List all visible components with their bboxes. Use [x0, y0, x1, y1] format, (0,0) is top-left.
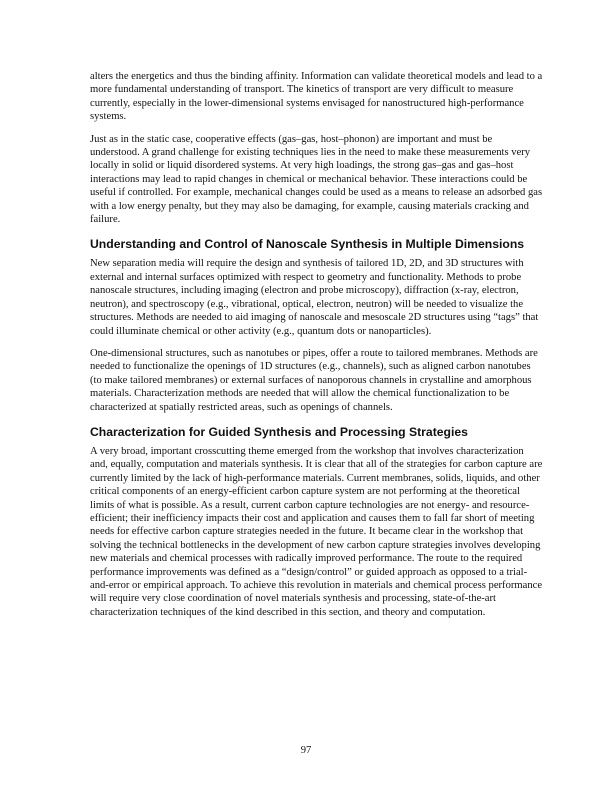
- paragraph-cooperative-effects: Just as in the static case, cooperative effects (gas–gas, host–phonon) are important and must be understood. A grand challenge for existing techniques lies in the need to make these measurements very locally in solid or liquid disordered systems. At very high loadings, the strong gas–gas and gas–host interactions may lead to rapid changes in chemical or mechanical behavior. These interactions could be useful if controlled. For example, mechanical changes could be used as a means to release an adsorbed gas with a low energy penalty, but they may also be damaging, for example, causing materials cracking and failure.: [90, 133, 543, 226]
- paragraph-one-dimensional-structures: One-dimensional structures, such as nanotubes or pipes, offer a route to tailored membranes. Methods are needed to functionalize the openings of 1D structures (e.g., channels), such as aligned carbon nanotubes (to make tailored membranes) or external surfaces of nanoporous channels in crystalline and amorphous materials. Characterization methods are needed that will allow the chemical functionalization to be characterized at spatially restricted areas, such as openings of channels.: [90, 347, 538, 413]
- section-heading-nanoscale-synthesis: Understanding and Control of Nanoscale Synthesis in Multiple Dimensions: [90, 237, 525, 252]
- page-number: 97: [300, 745, 312, 756]
- paragraph-transport-kinetics: alters the energetics and thus the binding affinity. Information can validate theoretical models and lead to a more fundamental understanding of transport. The kinetics of transport are very difficult to measure currently, especially in the lower-dimensional systems envisaged for nanostructured high-performance systems.: [90, 71, 543, 123]
- page-content: [90, 70, 543, 628]
- section-heading-guided-synthesis: Characterization for Guided Synthesis and Processing Strategies: [90, 424, 468, 439]
- paragraph-separation-media: New separation media will require the design and synthesis of tailored 1D, 2D, and 3D structures with external and internal surfaces optimized with respect to geometry and functionality. Methods to probe nanoscale structures, including imaging (electron and probe microscopy), diffraction (x-ray, electron, neutron), and spectroscopy (e.g., vibrational, optical, electron, neutron) will be needed to visualize the structures. Methods are needed to aid imaging of nanoscale and mesoscale 2D structures using “tags” that could illuminate chemical or other activity (e.g., quantum dots or nanoparticles).: [90, 258, 539, 337]
- paragraph-crosscutting-theme: A very broad, important crosscutting theme emerged from the workshop that involves characterization and, equally, computation and materials synthesis. It is clear that all of the strategies for carbon capture are currently limited by the lack of high-performance materials. Current membranes, solids, liquids, and other critical components of an energy-efficient carbon capture system are not performing at the theoretical limits of what is possible. As a result, current carbon capture technologies are not energy- and resource-efficient; their inefficiency impacts their cost and application and causes them to fall far short of meeting needs for effective carbon capture strategies needed in the future. It became clear in the workshop that solving the technical bottlenecks in the development of new carbon capture strategies involves developing new materials and chemical processes with radically improved performance. The route to the required performance improvements was defined as a “design/control” or guided approach as opposed to a trial-and-error or empirical approach. To achieve this revolution in materials and chemical process performance will require very close coordination of novel materials synthesis and processing, state-of-the-art characterization techniques of the kind described in this section, and theory and computation.: [90, 445, 543, 618]
